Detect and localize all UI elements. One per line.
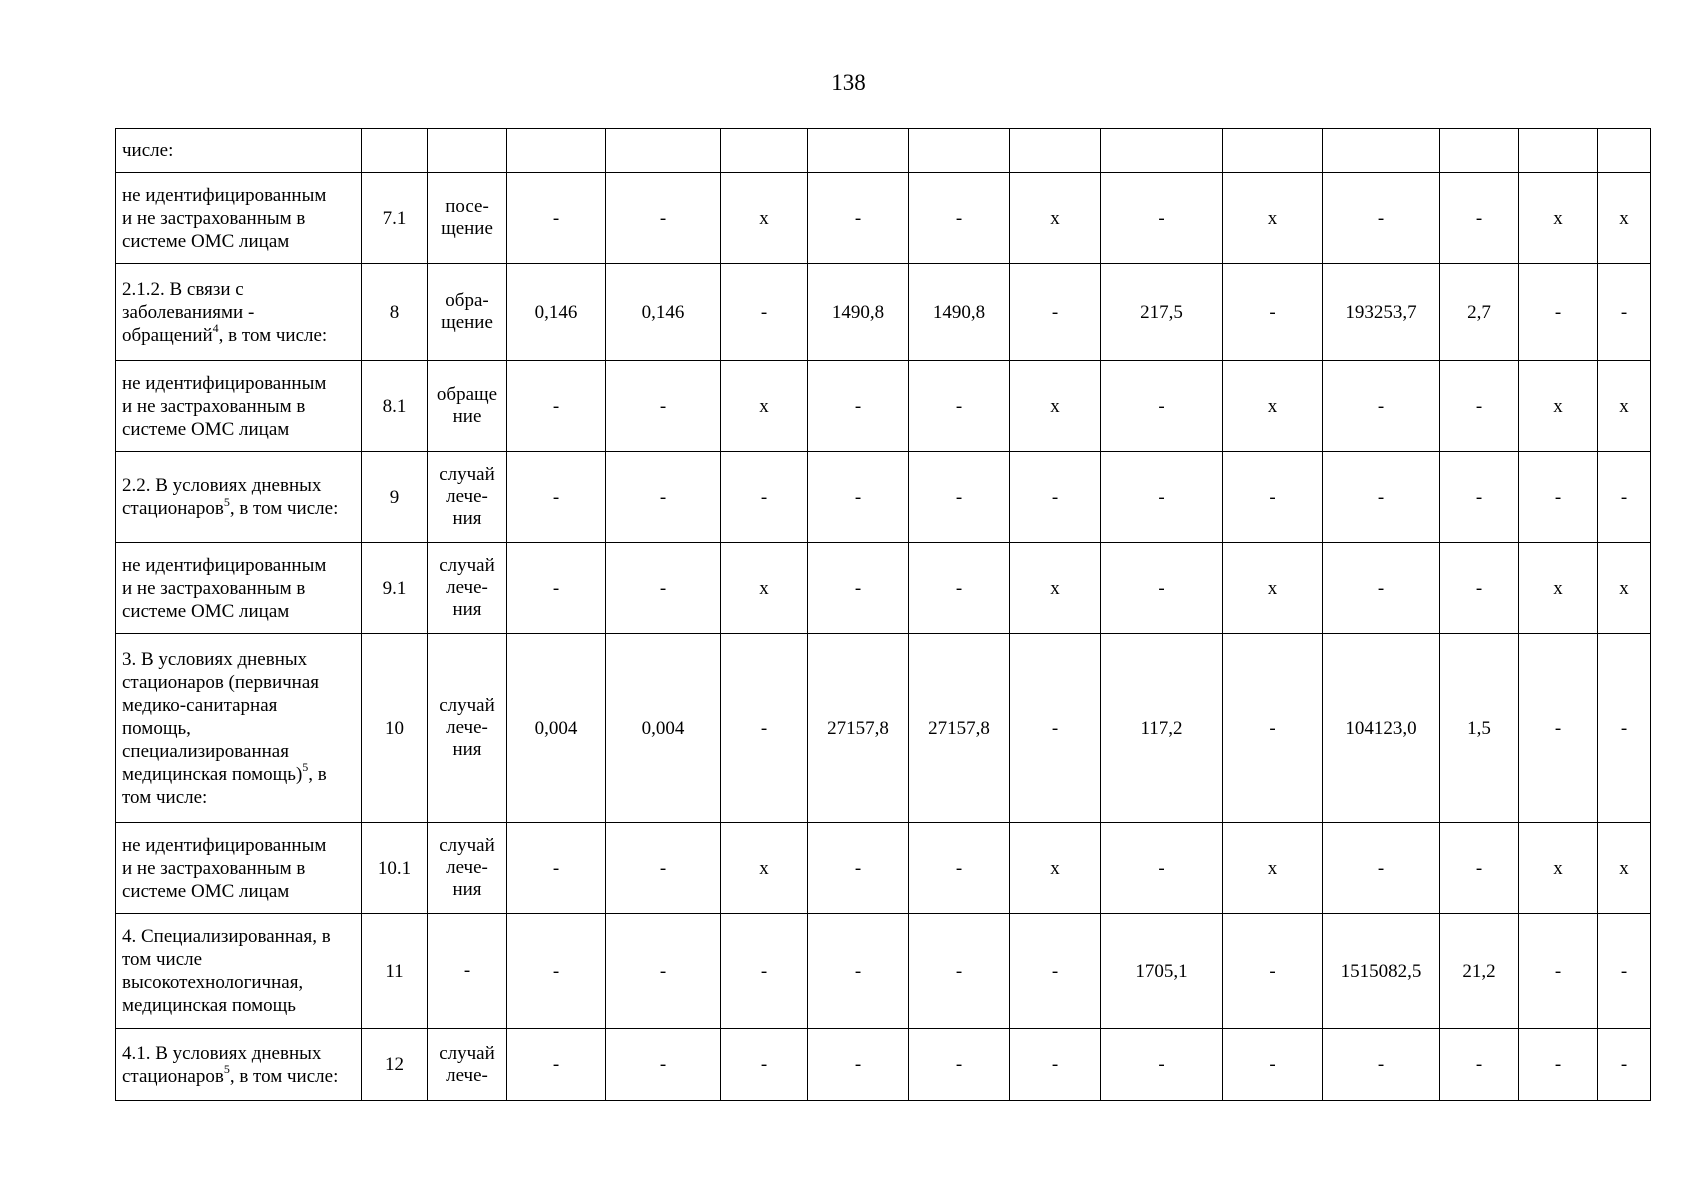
value-cell-5: -	[909, 823, 1010, 914]
value-cell-10: 2,7	[1440, 264, 1519, 361]
value-cell-3: -	[721, 452, 808, 543]
value-cell-8: х	[1223, 823, 1323, 914]
value-cell-9: -	[1323, 1029, 1440, 1101]
value-cell-7: -	[1101, 543, 1223, 634]
row-number-cell	[362, 129, 428, 173]
unit-cell: -	[428, 914, 507, 1029]
value-cell-3: -	[721, 264, 808, 361]
value-cell-12	[1598, 129, 1651, 173]
row-name-cell: 3. В условиях дневных стационаров (первичная медико-санитарная помощь, специализированная медицинская помощь)$^5$, в том числе:	[116, 634, 362, 823]
value-cell-8: -	[1223, 634, 1323, 823]
table-row	[116, 823, 1651, 914]
value-cell-4: -	[808, 1029, 909, 1101]
unit-cell: обра- щение	[428, 264, 507, 361]
value-cell-10: -	[1440, 361, 1519, 452]
value-cell-9: -	[1323, 823, 1440, 914]
value-cell-12: -	[1598, 914, 1651, 1029]
value-cell-4: 27157,8	[808, 634, 909, 823]
footnote-mark: 4	[212, 321, 219, 336]
value-cell-6	[1010, 129, 1101, 173]
table-row	[116, 1029, 1651, 1101]
value-cell-5: -	[909, 1029, 1010, 1101]
value-cell-7: -	[1101, 452, 1223, 543]
row-name-cell: не идентифицированным и не застрахованным в системе ОМС лицам	[116, 173, 362, 264]
value-cell-2: -	[606, 361, 721, 452]
row-number-cell: 8.1	[362, 361, 428, 452]
row-name-cell: не идентифицированным и не застрахованным в системе ОМС лицам	[116, 543, 362, 634]
value-cell-8: -	[1223, 452, 1323, 543]
value-cell-3: х	[721, 361, 808, 452]
value-cell-8: х	[1223, 361, 1323, 452]
value-cell-1: 0,146	[507, 264, 606, 361]
value-cell-12: х	[1598, 173, 1651, 264]
table-row	[116, 173, 1651, 264]
unit-cell	[428, 129, 507, 173]
row-name-cell: 2.2. В условиях дневных стационаров$^5$, в том числе:	[116, 452, 362, 543]
value-cell-3: х	[721, 173, 808, 264]
table-row	[116, 634, 1651, 823]
value-cell-11: х	[1519, 173, 1598, 264]
row-name-cell: не идентифицированным и не застрахованным в системе ОМС лицам	[116, 361, 362, 452]
value-cell-10: -	[1440, 543, 1519, 634]
value-cell-9: 1515082,5	[1323, 914, 1440, 1029]
value-cell-9	[1323, 129, 1440, 173]
value-cell-4: -	[808, 823, 909, 914]
value-cell-6: х	[1010, 543, 1101, 634]
row-number-cell: 10	[362, 634, 428, 823]
value-cell-2: -	[606, 914, 721, 1029]
value-cell-12: -	[1598, 264, 1651, 361]
value-cell-12: х	[1598, 361, 1651, 452]
value-cell-11: -	[1519, 914, 1598, 1029]
value-cell-6: -	[1010, 914, 1101, 1029]
value-cell-1: -	[507, 1029, 606, 1101]
value-cell-9: -	[1323, 543, 1440, 634]
value-cell-6: -	[1010, 264, 1101, 361]
value-cell-7: -	[1101, 823, 1223, 914]
row-name-cell: 4.1. В условиях дневных стационаров$^5$, в том числе:	[116, 1029, 362, 1101]
value-cell-10: -	[1440, 823, 1519, 914]
value-cell-9: -	[1323, 173, 1440, 264]
value-cell-11: -	[1519, 452, 1598, 543]
value-cell-2: -	[606, 173, 721, 264]
footnote-mark: 5	[302, 760, 309, 775]
value-cell-7: -	[1101, 361, 1223, 452]
value-cell-2: -	[606, 452, 721, 543]
value-cell-5: -	[909, 452, 1010, 543]
value-cell-9: -	[1323, 452, 1440, 543]
value-cell-2: 0,004	[606, 634, 721, 823]
value-cell-12: х	[1598, 823, 1651, 914]
value-cell-6: -	[1010, 634, 1101, 823]
row-number-cell: 11	[362, 914, 428, 1029]
value-cell-11: х	[1519, 543, 1598, 634]
value-cell-5: -	[909, 361, 1010, 452]
value-cell-10: 21,2	[1440, 914, 1519, 1029]
value-cell-1: -	[507, 173, 606, 264]
value-cell-2	[606, 129, 721, 173]
unit-cell: обраще ние	[428, 361, 507, 452]
value-cell-9: 104123,0	[1323, 634, 1440, 823]
value-cell-10	[1440, 129, 1519, 173]
unit-cell: случай лече-	[428, 1029, 507, 1101]
value-cell-1	[507, 129, 606, 173]
value-cell-10: -	[1440, 1029, 1519, 1101]
table-body	[116, 129, 1651, 1101]
table-row	[116, 914, 1651, 1029]
row-number-cell: 10.1	[362, 823, 428, 914]
value-cell-7: 117,2	[1101, 634, 1223, 823]
value-cell-6: х	[1010, 823, 1101, 914]
value-cell-5	[909, 129, 1010, 173]
table-row	[116, 361, 1651, 452]
value-cell-5: -	[909, 173, 1010, 264]
table-row	[116, 543, 1651, 634]
value-cell-10: -	[1440, 173, 1519, 264]
value-cell-4: -	[808, 361, 909, 452]
page-number: 138	[831, 70, 866, 95]
value-cell-5: 1490,8	[909, 264, 1010, 361]
value-cell-10: 1,5	[1440, 634, 1519, 823]
value-cell-12: -	[1598, 1029, 1651, 1101]
unit-cell: случай лече- ния	[428, 543, 507, 634]
value-cell-8	[1223, 129, 1323, 173]
value-cell-6: х	[1010, 361, 1101, 452]
table-row	[116, 452, 1651, 543]
value-cell-6: -	[1010, 452, 1101, 543]
value-cell-11: х	[1519, 361, 1598, 452]
value-cell-5: -	[909, 914, 1010, 1029]
value-cell-8: х	[1223, 173, 1323, 264]
value-cell-1: -	[507, 823, 606, 914]
value-cell-8: х	[1223, 543, 1323, 634]
value-cell-7	[1101, 129, 1223, 173]
value-cell-3: х	[721, 823, 808, 914]
value-cell-12: -	[1598, 452, 1651, 543]
footnote-mark: 5	[223, 494, 230, 509]
value-cell-7: 1705,1	[1101, 914, 1223, 1029]
row-name-cell: 4. Специализированная, в том числе высокотехнологичная, медицинская помощь	[116, 914, 362, 1029]
footnote-mark: 5	[223, 1062, 230, 1077]
value-cell-9: 193253,7	[1323, 264, 1440, 361]
table-row	[116, 264, 1651, 361]
value-cell-6: х	[1010, 173, 1101, 264]
row-number-cell: 7.1	[362, 173, 428, 264]
value-cell-4	[808, 129, 909, 173]
row-name-cell: 2.1.2. В связи с заболеваниями - обращений$^4$, в том числе:	[116, 264, 362, 361]
value-cell-1: -	[507, 914, 606, 1029]
value-cell-4: -	[808, 914, 909, 1029]
value-cell-4: -	[808, 452, 909, 543]
value-cell-2: -	[606, 823, 721, 914]
value-cell-4: -	[808, 543, 909, 634]
row-name-cell: числе:	[116, 129, 362, 173]
unit-cell: случай лече- ния	[428, 823, 507, 914]
value-cell-9: -	[1323, 361, 1440, 452]
row-name-cell: не идентифицированным и не застрахованным в системе ОМС лицам	[116, 823, 362, 914]
value-cell-2: 0,146	[606, 264, 721, 361]
row-number-cell: 12	[362, 1029, 428, 1101]
unit-cell: случай лече- ния	[428, 634, 507, 823]
value-cell-11	[1519, 129, 1598, 173]
value-cell-3: -	[721, 1029, 808, 1101]
value-cell-3	[721, 129, 808, 173]
value-cell-5: 27157,8	[909, 634, 1010, 823]
value-cell-4: 1490,8	[808, 264, 909, 361]
value-cell-4: -	[808, 173, 909, 264]
value-cell-11: х	[1519, 823, 1598, 914]
value-cell-7: -	[1101, 173, 1223, 264]
value-cell-2: -	[606, 1029, 721, 1101]
value-cell-1: -	[507, 452, 606, 543]
row-number-cell: 9	[362, 452, 428, 543]
value-cell-11: -	[1519, 264, 1598, 361]
value-cell-8: -	[1223, 914, 1323, 1029]
value-cell-11: -	[1519, 1029, 1598, 1101]
value-cell-11: -	[1519, 634, 1598, 823]
value-cell-1: -	[507, 543, 606, 634]
value-cell-3: х	[721, 543, 808, 634]
value-cell-10: -	[1440, 452, 1519, 543]
value-cell-6: -	[1010, 1029, 1101, 1101]
value-cell-3: -	[721, 914, 808, 1029]
row-number-cell: 9.1	[362, 543, 428, 634]
value-cell-1: 0,004	[507, 634, 606, 823]
table-row	[116, 129, 1651, 173]
value-cell-5: -	[909, 543, 1010, 634]
row-number-cell: 8	[362, 264, 428, 361]
value-cell-8: -	[1223, 1029, 1323, 1101]
value-cell-12: х	[1598, 543, 1651, 634]
value-cell-7: 217,5	[1101, 264, 1223, 361]
value-cell-3: -	[721, 634, 808, 823]
value-cell-7: -	[1101, 1029, 1223, 1101]
value-cell-1: -	[507, 361, 606, 452]
value-cell-2: -	[606, 543, 721, 634]
value-cell-8: -	[1223, 264, 1323, 361]
value-cell-12: -	[1598, 634, 1651, 823]
indicators-table	[115, 128, 1651, 1101]
unit-cell: посе- щение	[428, 173, 507, 264]
unit-cell: случай лече- ния	[428, 452, 507, 543]
